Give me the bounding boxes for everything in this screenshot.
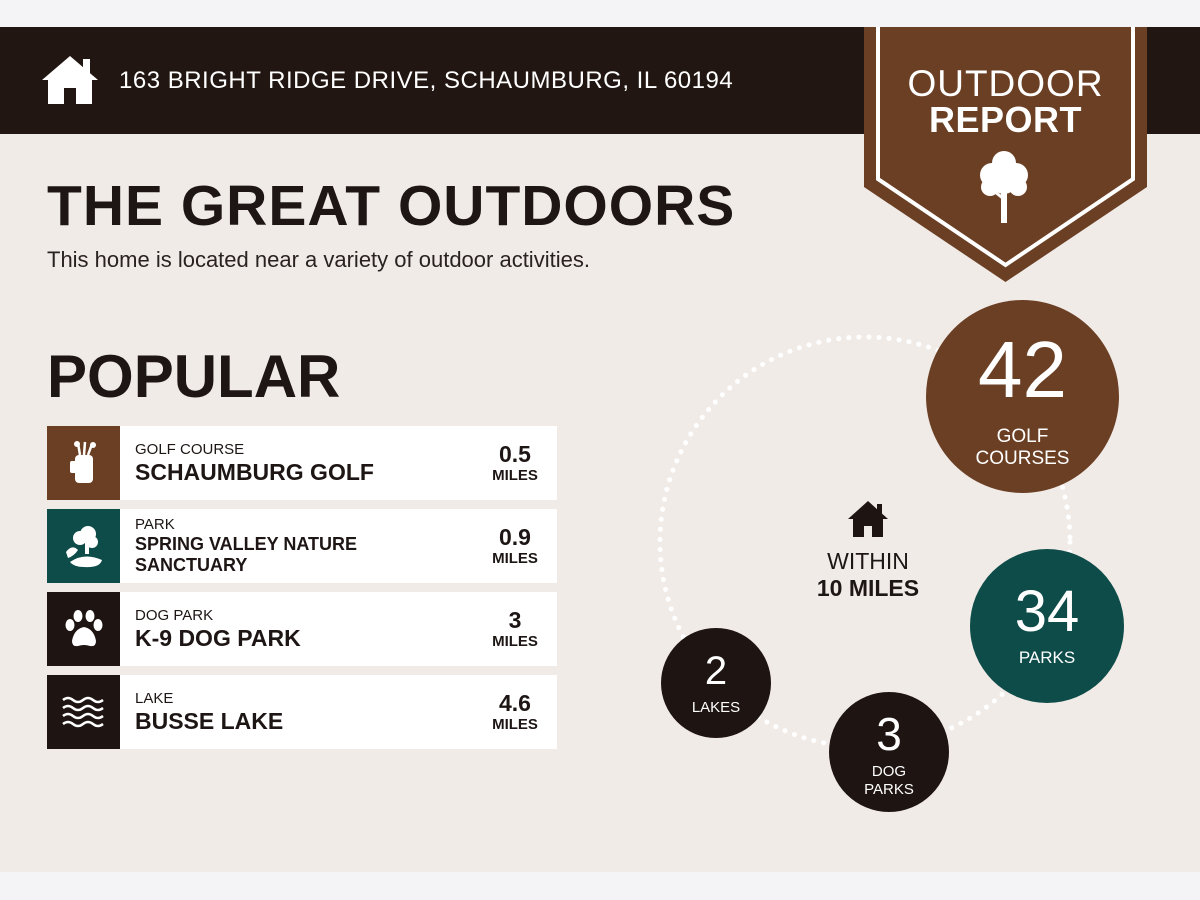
lakes-count-number: 2 [704,649,728,693]
golf-bag-icon [47,426,120,500]
item-distance-unit: MILES [492,549,538,567]
page-subtitle: This home is located near a variety of outdoor activities. [47,247,590,272]
radius-label: 10 MILES [816,575,920,601]
list-item [47,592,557,666]
dog-parks-label-line2: PARKS [864,781,914,798]
parks-label: PARKS [1018,648,1076,667]
item-category: LAKE [135,690,174,707]
waves-icon [47,675,120,749]
tree-icon [978,149,1030,225]
parks-count [970,549,1124,703]
within-label: WITHIN [827,548,909,574]
popular-heading: POPULAR [47,343,341,410]
park-icon [47,509,120,583]
item-name: BUSSE LAKE [135,708,284,734]
item-distance-unit: MILES [492,715,538,733]
list-item [47,509,557,583]
house-icon [846,499,890,539]
list-item [47,426,557,500]
item-category: DOG PARK [135,607,214,624]
property-address: 163 BRIGHT RIDGE DRIVE, SCHAUMBURG, IL 60194 [119,67,734,94]
golf-count-number: 42 [978,324,1067,414]
item-category: PARK [135,516,175,533]
item-distance-unit: MILES [492,466,538,484]
item-distance: 4.6 [499,689,531,716]
badge-title-line2: REPORT [928,99,1082,140]
dog-parks-count [829,692,949,812]
page-title: THE GREAT OUTDOORS [47,174,736,238]
golf-label-line1: GOLF [996,425,1049,447]
parks-count-number: 34 [1014,579,1080,644]
item-distance: 3 [508,606,522,633]
popular-list [47,426,557,758]
golf-courses-count [926,300,1119,493]
list-item [47,675,557,749]
house-icon [40,53,100,107]
item-distance: 0.9 [499,523,531,550]
item-category: GOLF COURSE [135,441,245,458]
golf-label-line2: COURSES [975,447,1070,469]
lakes-label: LAKES [691,699,741,716]
lakes-count [661,628,771,738]
dog-parks-count-number: 3 [876,708,902,760]
item-distance-unit: MILES [492,632,538,650]
badge-title-line1: OUTDOOR [907,63,1104,104]
item-name: SCHAUMBURG GOLF [135,459,374,485]
item-name: K-9 DOG PARK [135,625,301,651]
item-distance: 0.5 [499,440,531,467]
item-name: SPRING VALLEY NATURE SANCTUARY [135,534,358,575]
dog-parks-label-line1: DOG [871,763,907,780]
paw-icon [47,592,120,666]
outdoor-report-card [0,27,1200,872]
